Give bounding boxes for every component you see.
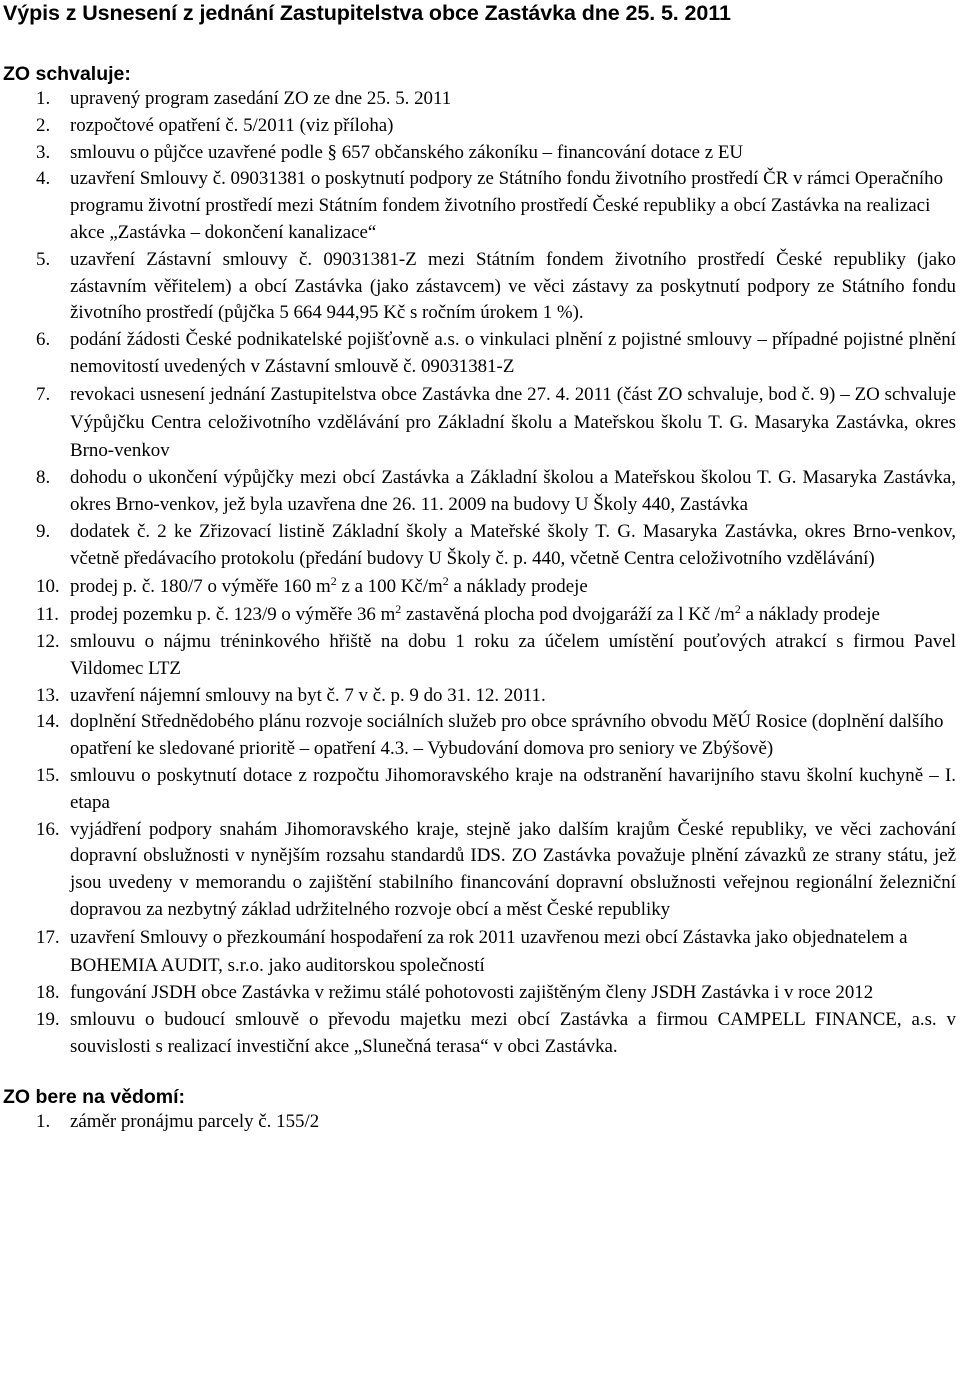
item-text: uzavření Smlouvy o přezkoumání hospodaření za rok 2011 uzavřenou mezi obcí Zástavka jako objednatelem a BOHEMIA AUDIT, s.r.o. jako auditorskou společností (70, 926, 908, 976)
list-item (3, 629, 956, 683)
item-text-part: zastavěná plocha pod dvojgaráží za l Kč /m (401, 603, 735, 625)
list-item (3, 709, 956, 763)
list-item (3, 817, 956, 924)
list-item (3, 166, 956, 246)
list-item (3, 980, 956, 1007)
list-item (3, 1109, 956, 1136)
item-number: 6. (36, 329, 51, 351)
item-number: 3. (36, 141, 51, 163)
item-number: 16. (36, 818, 60, 840)
item-text: dodatek č. 2 ke Zřizovací listině Základní školy a Mateřské školy T. G. Masaryka Zastávka, okres Brno-venkov, včetně předávacího protokolu (předání budovy U Školy č. p. 440, včetně Centra celoživotního vzdělávání) (70, 520, 956, 569)
list-item (3, 601, 956, 629)
list-item (3, 140, 956, 167)
list-item (3, 113, 956, 140)
item-number: 14. (36, 711, 60, 733)
superscript: 2 (395, 601, 402, 616)
item-text: smlouvu o budoucí smlouvě o převodu majetku mezi obcí Zastávka a firmou CAMPELL FINANCE, a.s. v souvislosti s realizací investiční akce „Slunečná terasa“ v obci Zastávka. (70, 1008, 956, 1057)
item-text-part: prodej pozemku p. č. 123/9 o výměře 36 m (70, 603, 396, 625)
item-number: 1. (36, 88, 51, 109)
item-text: doplnění Střednědobého plánu rozvoje sociálních služeb pro obce správního obvodu MěÚ Rosice (doplnění dalšího opatření ke sledované prioritě – opatření 4.3. – Vybudování domova pro seniory ve Zbýšově) (70, 711, 944, 760)
item-text: podání žádosti České podnikatelské pojišťovně a.s. o vinkulaci plnění z pojistné smlouvy – případné pojistné plnění nemovitostí uvedených v Zástavní smlouvě č. 09031381-Z (70, 329, 956, 377)
item-text: fungování JSDH obce Zastávka v režimu stálé pohotovosti zajištěným členy JSDH Zastávka i v roce 2012 (70, 982, 874, 1004)
superscript: 2 (330, 573, 337, 588)
item-text: smlouvu o poskytnutí dotace z rozpočtu Jihomoravského kraje na odstranění havarijního stavu školní kuchyně – I. etapa (70, 764, 956, 813)
list-item (3, 763, 956, 817)
item-number: 9. (36, 520, 51, 542)
item-number: 17. (36, 926, 60, 948)
item-text: revokaci usnesení jednání Zastupitelstva obce Zastávka dne 27. 4. 2011 (část ZO schvaluje, bod č. 9) – ZO schvaluje Výpůjčku Centra celoživotního vzdělávání pro Základní školu a Mateřskou školu T. G. Masaryka Zastávka, okres Brno-venkov (70, 383, 956, 462)
item-number: 1. (36, 1110, 51, 1132)
item-number: 2. (36, 114, 51, 136)
item-text: smlouvu o nájmu tréninkového hřiště na dobu 1 roku za účelem umístění pouťových atrakcí s firmou Pavel Vildomec LTZ (70, 630, 956, 679)
notes-heading: ZO bere na vědomí: (3, 1085, 186, 1108)
list-item (3, 327, 956, 381)
list-item (3, 381, 956, 466)
item-text: rozpočtové opatření č. 5/2011 (viz příloha) (70, 114, 394, 136)
item-text: uzavření nájemní smlouvy na byt č. 7 v č. p. 9 do 31. 12. 2011. (70, 684, 546, 706)
item-number: 10. (36, 575, 60, 597)
item-number: 4. (36, 168, 51, 190)
item-number: 19. (36, 1008, 60, 1030)
list-item (3, 519, 956, 573)
item-text (70, 573, 956, 601)
item-number: 18. (36, 982, 60, 1004)
list-item (3, 247, 956, 327)
item-text (70, 601, 956, 629)
item-text: smlouvu o půjčce uzavřené podle § 657 občanského zákoníku – financování dotace z EU (70, 141, 744, 163)
list-item (3, 924, 956, 980)
item-text-part: a náklady prodeje (740, 603, 880, 625)
item-text-part: z a 100 Kč/m (336, 575, 443, 597)
list-item (3, 86, 956, 113)
item-text: dohodu o ukončení výpůjčky mezi obcí Zastávka a Základní školou a Mateřskou školou T. G. Masaryka Zastávka, okres Brno-venkov, jež byla uzavřena dne 26. 11. 2009 na budovy U Školy 440, Zastávka (70, 467, 956, 516)
list-item (3, 573, 956, 601)
item-text-part: a náklady prodeje (448, 575, 588, 597)
item-text: uzavření Smlouvy č. 09031381 o poskytnutí podpory ze Státního fondu životního prostředí ČR v rámci Operačního programu životní prostředí mezi Státním fondem životního prostředí České republiky a obcí Zastávka na realizaci akce „Zastávka – dokončení kanalizace“ (70, 168, 944, 243)
item-number: 8. (36, 467, 51, 489)
approves-heading: ZO schvaluje: (3, 63, 131, 85)
superscript: 2 (734, 601, 741, 616)
item-number: 5. (36, 248, 51, 270)
item-text-part: prodej p. č. 180/7 o výměře 160 m (70, 575, 331, 597)
list-item (3, 1007, 956, 1061)
item-number: 13. (36, 684, 60, 706)
item-number: 7. (36, 383, 51, 405)
approves-list (3, 86, 956, 1061)
item-number: 12. (36, 630, 60, 652)
list-item (3, 683, 956, 710)
item-number: 15. (36, 764, 60, 786)
document-title: Výpis z Usnesení z jednání Zastupitelstva obce Zastávka dne 25. 5. 2011 (3, 1, 731, 25)
item-text: upravený program zasedání ZO ze dne 25. 5. 2011 (70, 88, 452, 109)
list-item (3, 465, 956, 519)
superscript: 2 (442, 573, 449, 588)
item-text: uzavření Zástavní smlouvy č. 09031381-Z mezi Státním fondem životního prostředí České republiky (jako zástavním věřitelem) a obcí Zastávka (jako zástavcem) ve věci zástavy za poskytnutí podpory ze Státního fondu životního prostředí (půjčka 5 664 944,95 Kč s ročním úrokem 1 %). (70, 248, 956, 324)
item-text: vyjádření podpory snahám Jihomoravského kraje, stejně jako dalším krajům České republiky, ve věci zachování dopravní obslužnosti v nynějším rozsahu standardů IDS. ZO Zastávka považuje plnění závazků ze strany státu, jež jsou uvedeny v memorandu o zajištění stabilního financování dopravní obslužnosti veřejnou regionální železniční dopravou za nezbytný základ udržitelného rozvoje obcí a měst České republiky (70, 818, 956, 920)
item-text: záměr pronájmu parcely č. 155/2 (70, 1110, 320, 1132)
notes-list (3, 1109, 956, 1136)
item-number: 11. (36, 603, 59, 625)
